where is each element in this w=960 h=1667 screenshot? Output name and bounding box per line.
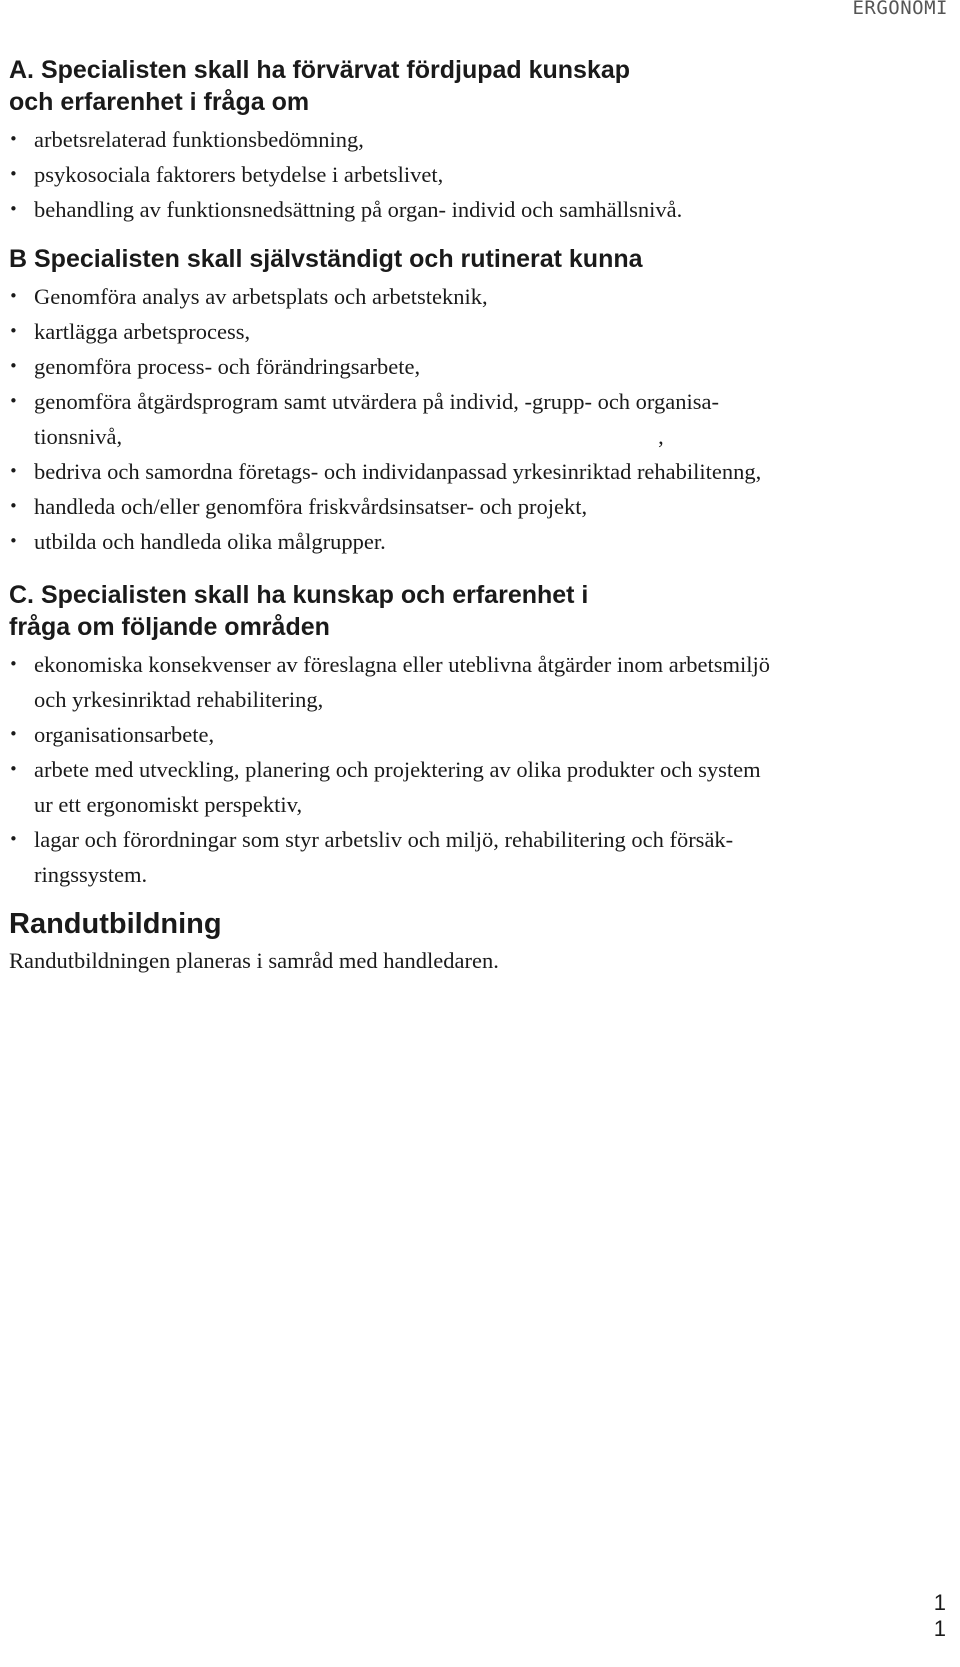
- list-item-text: kartlägga arbetsprocess,: [34, 319, 251, 344]
- section-a: [9, 54, 954, 227]
- bullet-icon: •: [9, 322, 18, 340]
- list-item-text: bedriva och samordna företags- och individanpassad yrkesinriktad rehabilitenng,: [34, 459, 762, 484]
- bullet-icon: •: [9, 532, 18, 550]
- page-number-line: 1: [933, 1590, 946, 1615]
- bullet-icon: •: [9, 130, 18, 148]
- list-item-text: Genomföra analys av arbetsplats och arbetsteknik,: [34, 284, 488, 309]
- section-randutbildning: [9, 904, 954, 978]
- list-item-text: handleda och/eller genomföra friskvårdsinsatser- och projekt,: [34, 494, 588, 519]
- bullet-icon: •: [9, 830, 18, 848]
- list-item-text: ringssystem.: [34, 862, 148, 887]
- heading-line: B Specialisten skall självständigt och rutinerat kunna: [9, 245, 643, 273]
- document-body: [9, 54, 954, 978]
- section-a-list: [9, 122, 954, 227]
- list-item-text: tionsnivå,: [34, 424, 123, 449]
- section-a-heading: [9, 54, 954, 118]
- bullet-icon: •: [9, 200, 18, 218]
- section-b-list: [9, 279, 954, 559]
- list-item-text: organisationsarbete,: [34, 722, 215, 747]
- section-b: [9, 243, 954, 559]
- bullet-icon: •: [9, 165, 18, 183]
- list-item: [9, 752, 954, 822]
- list-item: [9, 454, 954, 489]
- heading-line: C. Specialisten skall ha kunskap och erfarenhet i: [9, 581, 589, 609]
- list-item-text: arbetsrelaterad funktionsbedömning,: [34, 127, 364, 152]
- list-item-text: och yrkesinriktad rehabilitering,: [34, 687, 324, 712]
- bullet-icon: •: [9, 497, 18, 515]
- list-item: [9, 279, 954, 314]
- page-number: [934, 1590, 946, 1642]
- list-item-text: utbilda och handleda olika målgrupper.: [34, 529, 386, 554]
- list-item-text: lagar och förordningar som styr arbetsliv och miljö, rehabilitering och försäk-: [34, 827, 734, 852]
- heading-line: A. Specialisten skall ha förvärvat fördjupad kunskap: [9, 56, 631, 84]
- bullet-icon: •: [9, 392, 18, 410]
- list-item-text: ekonomiska konsekvenser av föreslagna eller uteblivna åtgärder inom arbetsmiljö: [34, 652, 771, 677]
- list-item: [9, 314, 954, 349]
- bullet-icon: •: [9, 287, 18, 305]
- list-item: [9, 524, 954, 559]
- list-item-text: arbete med utveckling, planering och projektering av olika produkter och system: [34, 757, 761, 782]
- section-c-heading: [9, 579, 954, 643]
- running-header: ERGONOMI: [852, 0, 948, 19]
- list-item-text: ur ett ergonomiskt perspektiv,: [34, 792, 303, 817]
- section-b-heading: [9, 243, 954, 275]
- bullet-icon: •: [9, 357, 18, 375]
- list-item-continuation: [34, 419, 954, 454]
- list-item: [9, 157, 954, 192]
- list-item-text: genomföra åtgärdsprogram samt utvärdera på individ, -grupp- och organisa-: [34, 389, 719, 414]
- heading-line: och erfarenhet i fråga om: [9, 88, 310, 116]
- list-item: [9, 822, 954, 892]
- bullet-icon: •: [9, 725, 18, 743]
- bullet-icon: •: [9, 655, 18, 673]
- section-c: [9, 579, 954, 892]
- list-item: [9, 384, 954, 454]
- list-item: [9, 647, 954, 717]
- heading-line: fråga om följande områden: [9, 613, 330, 641]
- bullet-icon: •: [9, 462, 18, 480]
- randutbildning-text: Randutbildningen planeras i samråd med handledaren.: [9, 948, 499, 973]
- list-item: [9, 122, 954, 157]
- stray-comma: ,: [658, 424, 664, 449]
- list-item: [9, 192, 954, 227]
- list-item: [9, 349, 954, 384]
- page-number-line: 1: [933, 1616, 946, 1641]
- section-c-list: [9, 647, 954, 892]
- list-item-text: psykosociala faktorers betydelse i arbetslivet,: [34, 162, 444, 187]
- randutbildning-heading: Randutbildning: [9, 908, 222, 940]
- list-item-text: behandling av funktionsnedsättning på organ- individ och samhällsnivå.: [34, 197, 683, 222]
- list-item: [9, 717, 954, 752]
- bullet-icon: •: [9, 760, 18, 778]
- list-item: [9, 489, 954, 524]
- list-item-text: genomföra process- och förändringsarbete,: [34, 354, 421, 379]
